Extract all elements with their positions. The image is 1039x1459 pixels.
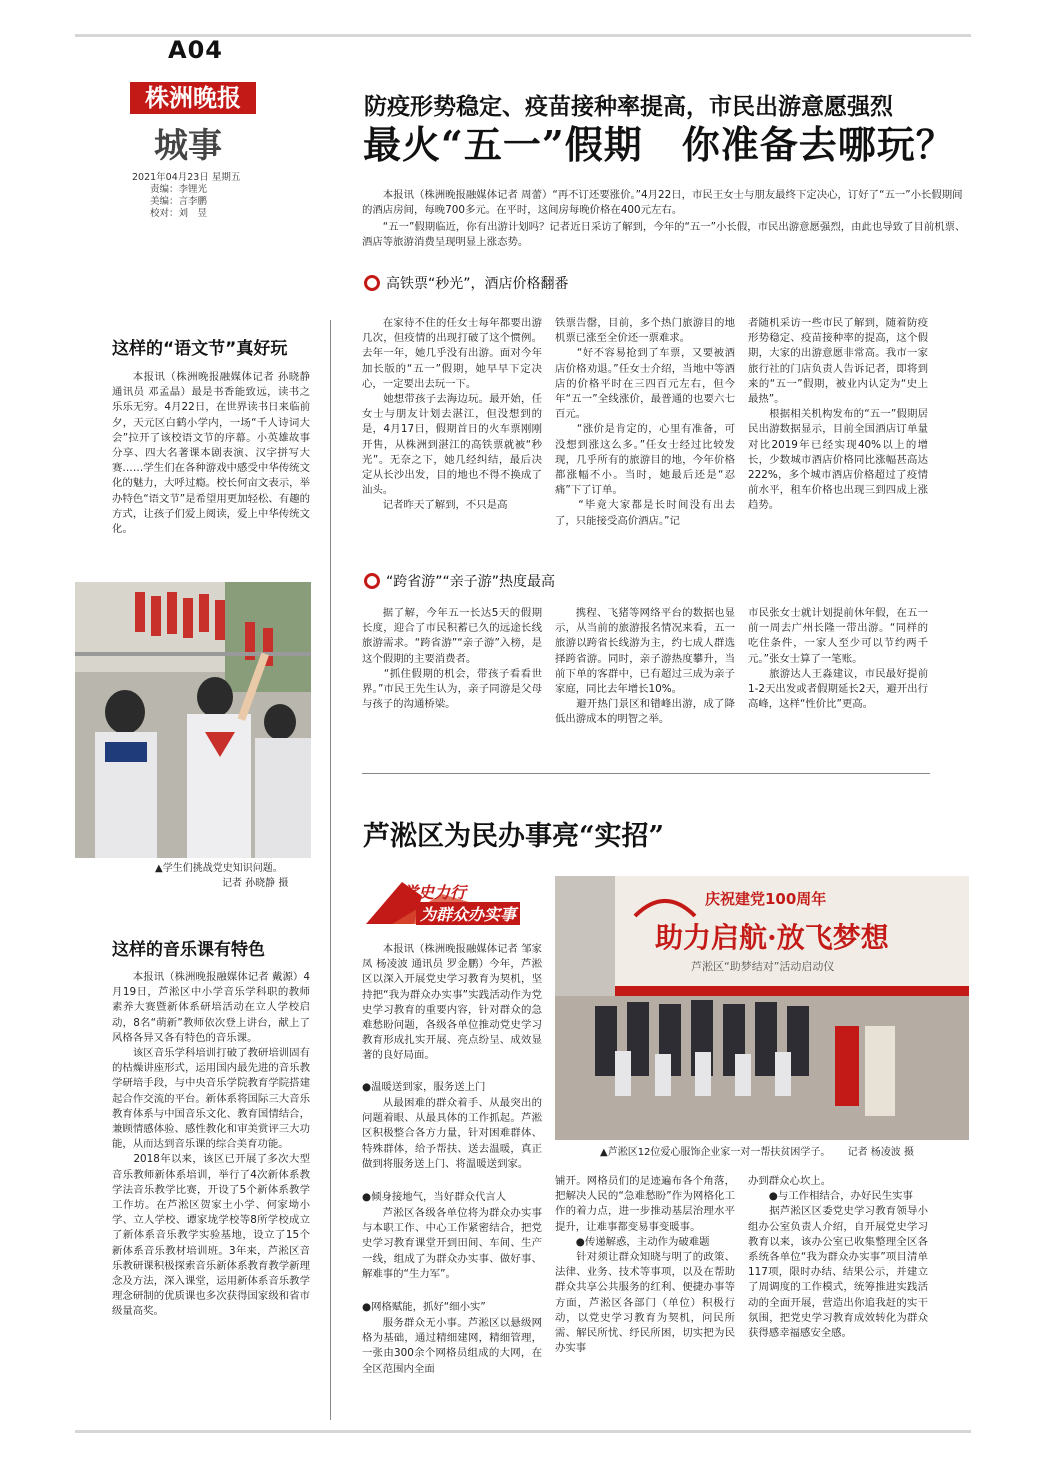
photo-caption-2: ▲芦淞区12位爱心服饰企业家一对一帮扶贫困学子。 记者 杨凌波 摄 <box>600 1147 914 1158</box>
column-divider <box>330 320 331 1420</box>
subhead-rail-hotels: 高铁票“秒光”，酒店价格翻番 <box>364 273 569 293</box>
story-divider <box>362 773 930 774</box>
campaign-logo-line1: 学史力行 <box>402 883 467 902</box>
students-photo <box>75 582 311 858</box>
main-headline: 最火“五一”假期 你准备去哪玩？ <box>363 122 955 167</box>
lead-paragraph: 本报讯（株洲晚报融媒体记者 周蕾）“再不订还要涨价。”4月22日，市民王女士与朋友最终下定决心，订好了“五一”小长假期间的酒店房间，每晚700多元。在平时，这间房每晚价格在400元左右。 <box>362 189 963 216</box>
story-2-column-3: 办到群众心坎上。 ●与工作相结合，办好民生实事 据芦淞区区委党史学习教育领导小组办公室负责人介绍，自开展党史学习教育以来，该办公室已收集整理全区各系统各单位“我为群众办实事”项目清单117项，限时办结、结果公示，并建立了周调度的工作模式，统筹推进实践活动的全面开展，营造出你追我赶的实干氛围，把党史学习教育成效转化为群众获得感幸福感安全感。 <box>748 1175 928 1340</box>
issue-date: 2021年04月23日 星期五 <box>132 172 241 183</box>
headline-kicker: 防疫形势稳定、疫苗接种率提高，市民出游意愿强烈 <box>364 94 893 120</box>
page-number: A04 <box>168 36 223 64</box>
left-story-2-body: 本报讯（株洲晚报融媒体记者 戴源）4月19日，芦淞区中小学音乐学科职的教师素养大赛暨新体系研培活动在立人学校启动，8名“萌新”教师依次登上讲台，献上了风格各异又各有特色的音乐课。 该区音乐学科培训打破了教研培训固有的枯燥讲座形式，运用国内最先进的音乐教学研培手段，与中央音乐学院教育学院搭建起合作交流的平台。新体系将国际三大音乐教育体系与中国音乐文化、教育国情结合，兼顾情感体验、感性教化和审美赏评三大功能，从而达到音乐课的综合美育功能。 2018年以来，该区已开展了多次大型音乐教师新体系培训，举行了4次新体系教学法音乐教学比赛，开设了5个新体系教学工作坊。在芦淞区贺家土小学、何家坳小学、立人学校、谭家垅学校等8所学校成立了新体系音乐教学实验基地，设立了15个新体系音乐教材培训班。3年来，芦淞区音乐教研课积极探索音乐新体系教育教学新理念及方法，深入课堂，运用新体系音乐教学理念研制的优质课也多次获得国家级和省市级量高奖。 <box>112 971 310 1318</box>
photo-banner-2: 助力启航·放飞梦想 <box>655 921 889 954</box>
art-editor-credit: 美编：言李鹏 <box>150 196 208 207</box>
story-2-point-2: 芦淞区各级各单位将为群众办实事与本职工作、中心工作紧密结合，把党史学习教育课堂开到田间、车间、生产一线，组成了为群众办实事、做好事、解难事的“生力军”。 <box>362 1207 542 1280</box>
editor-credit: 责编：李锂光 <box>150 184 208 195</box>
photo-banner-1: 庆祝建党100周年 <box>705 890 827 908</box>
story-2-intro: 本报讯（株洲晚报融媒体记者 邹家凤 杨凌波 通讯员 罗金鹏）今年，芦淞区以深入开展党史学习教育为契机，坚持把“我为群众办实事”实践活动作为党史学习教育的重要内容，针对群众的急难愁盼问题，各级各单位推动党史学习教育形成扎实开展、亮点纷呈、成效显著的良好局面。 <box>362 943 542 1062</box>
bullet-ring-icon <box>364 573 380 589</box>
story-column-2: 铁票告罄，目前，多个热门旅游目的地机票已涨至全价还一票难求。 “好不容易抢到了车票，又要被酒店价格劝退。”任女士介绍，当地中等酒店的价格平时在三四百元左右，但今年“五一”全线涨价，最普通的也要六七百元。 “涨价是肯定的，心里有准备，可没想到涨这么多。”任女士经过比较发现，几乎所有的旅游目的地，今年价格都涨幅不小。当时，她最后还是“忍痛”下了订单。 “毕竟大家都是长时间没有出去了，只能接受高价酒店。”记 <box>555 317 735 527</box>
bullet-ring-icon <box>364 275 380 291</box>
story-column-1: 在家待不住的任女士每年都要出游几次，但疫情的出现打破了这个惯例。去年一年，她几乎没有出游。面对今年加长版的“五一”假期，她早早下定决心，一定要出去玩一下。 她想带孩子去海边玩。最开始，任女士与朋友计划去湛江，但没想到的是，4月17日，假期首日的火车票刚刚开售，从株洲到湛江的高铁票就被“秒光”。无奈之下，她几经纠结，最后决定从长沙出发，目的地也不得不换成了汕头。 记者昨天了解到，不只是高 <box>362 317 542 512</box>
story-column-3: 者随机采访一些市民了解到，随着防疫形势稳定、疫苗接种率的提高，这个假期，大家的出游意愿非常高。我市一家旅行社的门店负责人告诉记者，即将到来的“五一”假期，被业内认定为“史上最热”。 根据相关机构发布的“五一”假期居民出游数据显示，目前全国酒店订单量对比2019年已经实现40%以上的增长，少数城市酒店价格同比涨幅甚高达222%，多个城市酒店价格超过了疫情前水平，租车价格也出现三到四成上涨趋势。 <box>748 317 928 512</box>
photo-banner-3: 芦淞区“助梦结对”活动启动仪 <box>691 960 835 973</box>
campaign-logo-line2: 为群众办实事 <box>416 902 520 925</box>
left-story-2-title: 这样的音乐课有特色 <box>112 940 265 960</box>
photo-credit-1: 记者 孙晓静 摄 <box>222 878 289 889</box>
photo-caption-1: ▲学生们挑战党史知识问题。 <box>155 863 283 874</box>
event-photo <box>555 876 969 1140</box>
story-2-point-1-title: ●温暖送到家，服务送上门 <box>362 1081 486 1093</box>
subhead-cross-province: “跨省游”“亲子游”热度最高 <box>364 571 555 591</box>
bottom-rule <box>75 1430 971 1433</box>
story-column-5: 携程、飞猪等网络平台的数据也显示，从当前的旅游报名情况来看，五一旅游以跨省长线游为主，约七成人群选择跨省游。同时，亲子游热度攀升，当前下单的客群中，已有超过三成为亲子家庭，同比去年增长10%。 避开热门景区和错峰出游，成了降低出游成本的明智之举。 <box>555 607 735 726</box>
proofreader-credit: 校对：刘 昱 <box>150 208 208 219</box>
story-2-point-3: 服务群众无小事。芦淞区以悬级网格为基础，通过精细建网，精细管理，一张由300余个网格员组成的大网，在全区范围内全面 <box>362 1317 542 1375</box>
newspaper-logo: 株洲晚报 <box>130 82 256 114</box>
story-2-point-1: 从最困难的群众着手、从最突出的问题着眼、从最具体的工作抓起。芦淞区积极整合各方力量，针对困难群体、特殊群体，给予帮扶、送去温暖，真正做到将服务送上门、将温暖送到家。 <box>362 1097 542 1170</box>
section-title: 城事 <box>154 126 222 166</box>
story-column-6: 市民张女士就计划提前休年假，在五一前一周去广州长隆一带出游。“同样的吃住条件，一家人至少可以节约两千元。”张女士算了一笔账。 旅游达人王淼建议，市民最好提前1-2天出发或者假期延长2天，避开出行高峰，这样“性价比”更高。 <box>748 607 928 711</box>
left-story-1-title: 这样的“语文节”真好玩 <box>112 339 288 359</box>
story-column-4: 据了解，今年五一长达5天的假期长度，迎合了市民积蓄已久的远途长线旅游需求。“跨省游”“亲子游”入榜，是这个假期的主要消费者。 “抓住假期的机会，带孩子看看世界。”市民王先生认为，亲子同游是父母与孩子的沟通桥梁。 <box>362 607 542 711</box>
campaign-logo <box>362 876 548 928</box>
lead-paragraph-2: “五一”假期临近，你有出游计划吗？记者近日采访了解到，今年的“五一”小长假，市民出游意愿强烈，由此也导致了目前机票、酒店等旅游消费呈现明显上涨态势。 <box>362 221 966 248</box>
students-photo-illustration <box>75 582 311 858</box>
story-2-point-2-title: ●倾身接地气，当好群众代言人 <box>362 1191 507 1203</box>
story-2-point-3-title: ●网格赋能，抓好“细小实” <box>362 1301 486 1313</box>
story-2-headline: 芦淞区为民办事亮“实招” <box>363 821 665 852</box>
story-2-column-2: 铺开。网格员们的足迹遍布各个角落，把解决人民的“急难愁盼”作为网格化工作的着力点，进一步推动基层治理水平提升，让难事都变易事变暖事。 ●传递解惑，主动作为破难题 针对须让群众知晓与明了的政策、法律、业务、技术等事项，以及在帮助群众共享公共服务的红利、便捷办事等方面，芦淞区各部门（单位）积极行动，以党史学习教育为契机，问民所需、解民所忧、纾民所困，切实把为民办实事 <box>555 1175 735 1355</box>
left-story-1-body: 本报讯（株洲晚报融媒体记者 孙晓静 通讯员 邓孟晶）最是书香能致远，读书之乐乐无穷。4月22日，在世界读书日来临前夕，天元区白鹤小学内，一场“千人诗词大会”拉开了该校语文节的序幕。小英雄故事分享、四大名著课本剧表演、汉字拼写大赛……学生们在各种游戏中感受中华传统文化的魅力，大呼过瘾。校长何亩文表示，举办特色“语文节”是希望用更加轻松、有趣的方式，让孩子们爱上阅读，爱上中华传统文化。 <box>112 371 310 536</box>
